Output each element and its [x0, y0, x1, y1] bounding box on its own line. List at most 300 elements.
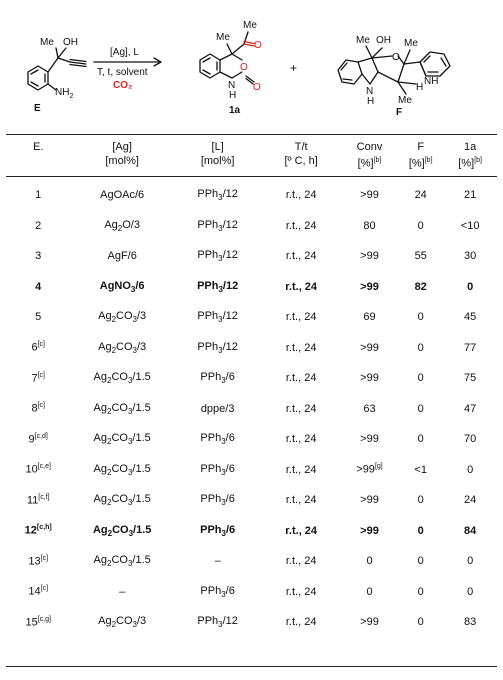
product-f-hydroxyl-label: OH: [376, 35, 391, 46]
cell-yield-f: [398, 394, 443, 425]
product-1a-ketone-oxygen: O: [254, 40, 262, 51]
cell-text: CO: [111, 493, 128, 506]
cell-subscript: 3: [127, 498, 133, 508]
cell-text: >99: [360, 433, 379, 446]
cell-text: /12: [222, 310, 238, 323]
cell-text: CO: [116, 340, 133, 353]
product-1a-methyl-label: Me: [216, 32, 230, 43]
cell-text: <10: [460, 219, 480, 232]
cell-entry: [6, 241, 70, 272]
header-temp-time: [261, 136, 341, 180]
cell-text: 2: [35, 219, 42, 232]
cell-silver-loading: [70, 211, 174, 242]
header-main-text: T/t: [294, 141, 308, 153]
cell-text: 21: [464, 189, 477, 202]
cell-text: 14: [28, 586, 41, 599]
results-table: [6, 136, 497, 638]
cell-conversion: [341, 516, 398, 547]
cell-yield-1a: [443, 363, 497, 394]
cell-yield-f: [398, 607, 443, 638]
cell-text: 0: [417, 372, 424, 385]
reactant-amine-label: $NH_2$: [55, 87, 74, 100]
header-main-text: Conv: [356, 141, 383, 153]
cell-temp-time: [261, 516, 341, 547]
cell-silver-loading: [70, 516, 174, 547]
cell-text: CO: [116, 310, 133, 323]
cell-temp-time: [261, 485, 341, 516]
reactant-methyl-bond: [56, 48, 58, 58]
cell-temp-time: [261, 241, 341, 272]
table-row: [6, 546, 497, 577]
header-sub-text: [%]: [357, 157, 374, 170]
cell-text: 0: [467, 585, 474, 598]
cell-temp-time: [261, 272, 341, 303]
cell-silver-loading: [70, 394, 174, 425]
product-f-methyl-bond-upper: [404, 50, 410, 64]
cell-yield-1a: [443, 302, 497, 333]
header-main: [445, 140, 495, 154]
cell-subscript: 3: [132, 345, 137, 355]
cell-ligand-loading: [174, 485, 261, 516]
cell-text: PPh: [197, 615, 219, 628]
header-main-text: E.: [32, 141, 44, 153]
cell-footnote: [c,e]: [37, 463, 51, 471]
cell-yield-f: [398, 516, 443, 547]
product-1a-ketone: [244, 44, 254, 46]
cell-entry: [6, 455, 70, 486]
cell-text: >99: [360, 341, 379, 354]
cell-temp-time: [261, 333, 341, 364]
cell-conversion: [341, 485, 398, 516]
cell-footnote: [c,g]: [37, 615, 51, 623]
table-row: [6, 394, 497, 425]
cell-footnote: [c,h]: [36, 524, 52, 532]
cell-temp-time: [261, 577, 341, 608]
cell-yield-1a: [443, 180, 497, 211]
cell-text: 0: [417, 402, 424, 415]
header-main: [8, 140, 68, 154]
product-f-right-benzene: [420, 52, 450, 76]
table-row: [6, 516, 497, 547]
cell-yield-1a: [443, 577, 497, 608]
product-1a-acetyl-bond: [232, 44, 244, 54]
header-sub-text: [%]: [408, 157, 425, 170]
cell-subscript: 3: [132, 315, 137, 325]
cell-text: /12: [222, 340, 238, 353]
cell-text: >99: [360, 372, 379, 385]
cell-subscript: 3: [221, 376, 226, 386]
cell-ligand-loading: [174, 424, 261, 455]
cell-text: 1: [35, 189, 42, 202]
header-main: [400, 140, 441, 154]
cell-text: CO: [111, 371, 128, 384]
product-f-left-benzene: [338, 60, 362, 84]
table-row: [6, 485, 497, 516]
cell-ligand-loading: [174, 546, 261, 577]
cell-subscript: 3: [127, 559, 133, 569]
cell-silver-loading: [70, 180, 174, 211]
product-f-furan-oxygen: O: [392, 52, 400, 63]
cell-yield-f: [398, 272, 443, 303]
cell-subscript: 2: [117, 223, 123, 233]
reaction-scheme: [0, 0, 503, 128]
cell-subscript: 2: [107, 528, 113, 538]
cell-text: 83: [464, 616, 477, 629]
cell-subscript: 3: [218, 284, 223, 294]
cell-text: PPh: [200, 462, 222, 475]
cell-text: /6: [225, 462, 235, 475]
reactant-methyl-label: Me: [40, 37, 54, 48]
cell-yield-1a: [443, 455, 497, 486]
cell-footnote: [c]: [40, 585, 49, 593]
cell-text: O/3: [122, 218, 140, 231]
cell-text: /6: [225, 432, 235, 445]
cell-subscript: 3: [127, 406, 133, 416]
cell-subscript: 3: [128, 528, 134, 538]
cell-silver-loading: [70, 272, 174, 303]
cell-conversion: [341, 241, 398, 272]
cell-text: 0: [417, 341, 424, 354]
cell-conversion: [341, 424, 398, 455]
cell-text: 0: [417, 585, 424, 598]
cell-text: /6: [225, 493, 235, 506]
cell-text: 0: [417, 219, 424, 232]
cell-text: Ag: [93, 493, 108, 506]
table-row: [6, 455, 497, 486]
cell-ligand-loading: [174, 607, 261, 638]
cell-text: PPh: [200, 371, 222, 384]
header-sub-text: [mol%]: [200, 155, 235, 167]
header-main: [263, 140, 339, 154]
cell-text: r.t., 24: [285, 402, 317, 415]
cell-text: 8: [31, 403, 38, 416]
reactant-benzylic-bond: [48, 58, 58, 72]
cell-footnote: [c,d]: [34, 432, 48, 440]
cell-temp-time: [261, 180, 341, 211]
cell-conversion: [341, 363, 398, 394]
table-row: [6, 180, 497, 211]
cell-text: >99: [356, 464, 375, 477]
cell-footnote: [g]: [374, 463, 383, 471]
cell-subscript: 2: [107, 406, 112, 416]
cell-text: CO: [111, 554, 128, 567]
reactant-label: E: [34, 103, 41, 114]
cell-text: 63: [363, 402, 376, 415]
header-main: [72, 140, 172, 154]
table-row: [6, 577, 497, 608]
header-main: [176, 140, 259, 154]
cell-ligand-loading: [174, 577, 261, 608]
header-sub: [343, 154, 396, 171]
cell-text: 10: [25, 464, 38, 477]
cell-text: 15: [25, 616, 38, 629]
cell-yield-f: [398, 485, 443, 516]
cell-text: Ag: [98, 340, 112, 353]
header-ligand: [174, 136, 261, 180]
cell-yield-1a: [443, 485, 497, 516]
cell-yield-1a: [443, 211, 497, 242]
table-row: [6, 211, 497, 242]
cell-text: AgF/6: [107, 250, 137, 263]
cell-silver-loading: [70, 424, 174, 455]
cell-subscript: 3: [218, 193, 223, 203]
cell-text: /1.5: [132, 493, 151, 506]
table-row: [6, 272, 497, 303]
cell-text: r.t., 24: [285, 311, 317, 324]
cell-conversion: [341, 333, 398, 364]
cell-text: Ag: [104, 218, 118, 231]
cell-text: 0: [417, 524, 424, 537]
cell-temp-time: [261, 363, 341, 394]
cell-text: r.t., 24: [285, 219, 317, 232]
cell-text: CO: [111, 401, 128, 414]
cell-yield-1a: [443, 424, 497, 455]
cell-text: r.t., 24: [285, 250, 317, 263]
cell-footnote: [c]: [37, 341, 45, 349]
cell-text: >99: [360, 189, 379, 202]
cell-text: <1: [414, 463, 427, 476]
cell-text: 11: [26, 494, 39, 507]
cell-subscript: 2: [111, 315, 117, 325]
product-1a-methyl-bond: [227, 44, 232, 54]
cell-text: >99: [360, 524, 379, 537]
cell-text: /6: [225, 584, 235, 597]
header-sub-text: [º C, h]: [284, 155, 318, 167]
product-1a-nitrogen: N: [228, 80, 236, 91]
cell-temp-time: [261, 211, 341, 242]
cell-text: 47: [464, 402, 477, 415]
cell-text: PPh: [200, 584, 222, 597]
cell-text: r.t., 24: [285, 555, 317, 568]
cell-text: 0: [417, 433, 424, 446]
cell-yield-f: [398, 302, 443, 333]
cell-text: Ag: [98, 310, 112, 323]
cell-yield-1a: [443, 394, 497, 425]
cell-silver-loading: [70, 546, 174, 577]
cell-text: /1.5: [132, 432, 151, 445]
cell-text: PPh: [197, 249, 219, 262]
cell-subscript: 3: [221, 437, 226, 447]
cell-text: –: [119, 585, 126, 598]
cell-text: CO: [116, 615, 133, 628]
header-entry: [6, 136, 70, 180]
product-f-left-nh-hydrogen: H: [367, 96, 375, 107]
product-f-methyl-bond-left: [366, 46, 372, 58]
cell-conversion: [341, 211, 398, 242]
reactant-benzene-ring: [28, 66, 48, 90]
table-row: [6, 607, 497, 638]
cell-text: r.t., 24: [285, 524, 318, 537]
cell-text: 0: [366, 555, 373, 568]
cell-text: 45: [464, 311, 477, 324]
cell-text: >99: [360, 250, 379, 263]
header-sub-text: [mol%]: [105, 155, 139, 167]
cell-yield-f: [398, 180, 443, 211]
header-yield-1a: [443, 136, 497, 180]
cell-text: /12: [222, 279, 239, 292]
cell-ligand-loading: [174, 272, 261, 303]
cell-yield-1a: [443, 516, 497, 547]
cell-yield-f: [398, 333, 443, 364]
cell-text: /3: [137, 310, 147, 323]
cell-entry: [6, 363, 70, 394]
cell-ligand-loading: [174, 302, 261, 333]
cell-ligand-loading: [174, 455, 261, 486]
cell-text: /1.5: [132, 371, 151, 384]
cell-text: Ag: [98, 615, 112, 628]
cell-yield-1a: [443, 333, 497, 364]
cell-text: /6: [225, 523, 236, 536]
header-silver: [70, 136, 174, 180]
cell-ligand-loading: [174, 363, 261, 394]
header-sub: [445, 154, 495, 171]
cell-temp-time: [261, 424, 341, 455]
table-header-row: [6, 136, 497, 180]
cell-text: /12: [222, 188, 238, 201]
cell-subscript: 3: [221, 498, 226, 508]
cell-text: 5: [35, 311, 42, 324]
cell-yield-f: [398, 211, 443, 242]
cell-conversion: [341, 455, 398, 486]
header-main-text: [Ag]: [112, 141, 132, 153]
cell-temp-time: [261, 546, 341, 577]
cell-text: 84: [464, 524, 477, 537]
product-1a-label: 1a: [229, 105, 241, 116]
product-f-methyl-lower-label: Me: [398, 95, 412, 106]
cell-yield-1a: [443, 607, 497, 638]
product-1a-ring-oxygen: O: [240, 62, 248, 73]
cell-text: r.t., 24: [285, 341, 317, 354]
cell-text: /1.5: [132, 462, 151, 475]
cell-subscript: 3: [221, 467, 226, 477]
cell-text: 0: [366, 585, 373, 598]
cell-text: /3: [137, 615, 147, 628]
cell-text: dppe/3: [200, 402, 235, 415]
cell-silver-loading: [70, 577, 174, 608]
product-1a-benzene-ring: [200, 54, 220, 78]
header-sub: [72, 154, 172, 168]
cell-entry: [6, 516, 70, 547]
cell-text: 9: [28, 433, 35, 446]
cell-entry: [6, 485, 70, 516]
cell-text: PPh: [197, 279, 219, 292]
cell-subscript: 3: [221, 528, 226, 538]
header-main-text: [L]: [211, 141, 224, 153]
cell-text: PPh: [197, 340, 219, 353]
cell-subscript: 3: [218, 254, 223, 264]
cell-entry: [6, 607, 70, 638]
header-sub-text: [%]: [458, 157, 475, 170]
cell-yield-1a: [443, 546, 497, 577]
cell-subscript: 3: [127, 376, 133, 386]
cell-text: r.t., 24: [285, 616, 317, 629]
product-f-methyl-bond-lower: [398, 82, 406, 94]
cell-text: 55: [414, 250, 427, 263]
cell-text: r.t., 24: [285, 372, 317, 385]
product-1a-carbamate-ring: [220, 54, 254, 84]
cell-entry: [6, 424, 70, 455]
cell-text: Ag: [93, 554, 108, 567]
cell-entry: [6, 333, 70, 364]
cell-silver-loading: [70, 607, 174, 638]
reactant-alkyne: [70, 62, 86, 64]
product-f-methyl-left-label: Me: [356, 35, 370, 46]
cell-text: PPh: [197, 188, 219, 201]
cell-text: r.t., 24: [285, 433, 317, 446]
cell-text: 24: [464, 494, 477, 507]
cell-temp-time: [261, 607, 341, 638]
cell-yield-f: [398, 577, 443, 608]
cell-text: /12: [222, 615, 238, 628]
cell-temp-time: [261, 394, 341, 425]
cell-silver-loading: [70, 241, 174, 272]
product-f-label: F: [396, 107, 403, 118]
cell-yield-f: [398, 363, 443, 394]
cell-text: –: [214, 555, 221, 568]
cell-yield-f: [398, 424, 443, 455]
product-1a-carbonyl-oxygen: O: [253, 82, 261, 93]
cell-text: r.t., 24: [285, 189, 317, 202]
cell-text: CO: [112, 523, 129, 536]
cell-entry: [6, 180, 70, 211]
cell-entry: [6, 211, 70, 242]
cell-text: 30: [464, 250, 477, 263]
cell-entry: [6, 577, 70, 608]
cell-ligand-loading: [174, 516, 261, 547]
cell-text: PPh: [200, 493, 222, 506]
cell-silver-loading: [70, 363, 174, 394]
cell-entry: [6, 302, 70, 333]
cell-silver-loading: [70, 302, 174, 333]
cell-conversion: [341, 546, 398, 577]
cell-text: 70: [464, 433, 477, 446]
cell-yield-f: [398, 455, 443, 486]
cell-text: 7: [31, 372, 38, 385]
header-main-text: F: [417, 141, 425, 153]
table-row: [6, 333, 497, 364]
cell-entry: [6, 394, 70, 425]
cell-text: 82: [414, 280, 427, 293]
cell-text: 80: [363, 219, 376, 232]
cell-text: PPh: [197, 218, 219, 231]
cell-text: 3: [35, 250, 42, 263]
cell-subscript: 2: [107, 498, 112, 508]
cell-text: 0: [417, 555, 424, 568]
cell-text: 77: [464, 341, 477, 354]
table-row: [6, 241, 497, 272]
cell-footnote: [c]: [40, 554, 49, 562]
cell-text: 69: [363, 311, 376, 324]
cell-text: AgNO: [99, 279, 131, 292]
cell-subscript: 2: [111, 620, 117, 630]
plus-sign: +: [290, 61, 298, 75]
cell-temp-time: [261, 302, 341, 333]
table-body: [6, 180, 497, 638]
cell-ligand-loading: [174, 180, 261, 211]
cell-text: CO: [111, 462, 128, 475]
cell-text: r.t., 24: [285, 280, 318, 293]
cell-text: 13: [28, 555, 41, 568]
cell-conversion: [341, 607, 398, 638]
cell-yield-f: [398, 546, 443, 577]
cell-ligand-loading: [174, 394, 261, 425]
table-row: [6, 424, 497, 455]
reactant-hydroxyl-label: OH: [63, 37, 78, 48]
cell-subscript: 2: [111, 345, 117, 355]
cell-text: 0: [417, 311, 424, 324]
cell-text: /12: [222, 218, 238, 231]
header-conversion: [341, 136, 398, 180]
